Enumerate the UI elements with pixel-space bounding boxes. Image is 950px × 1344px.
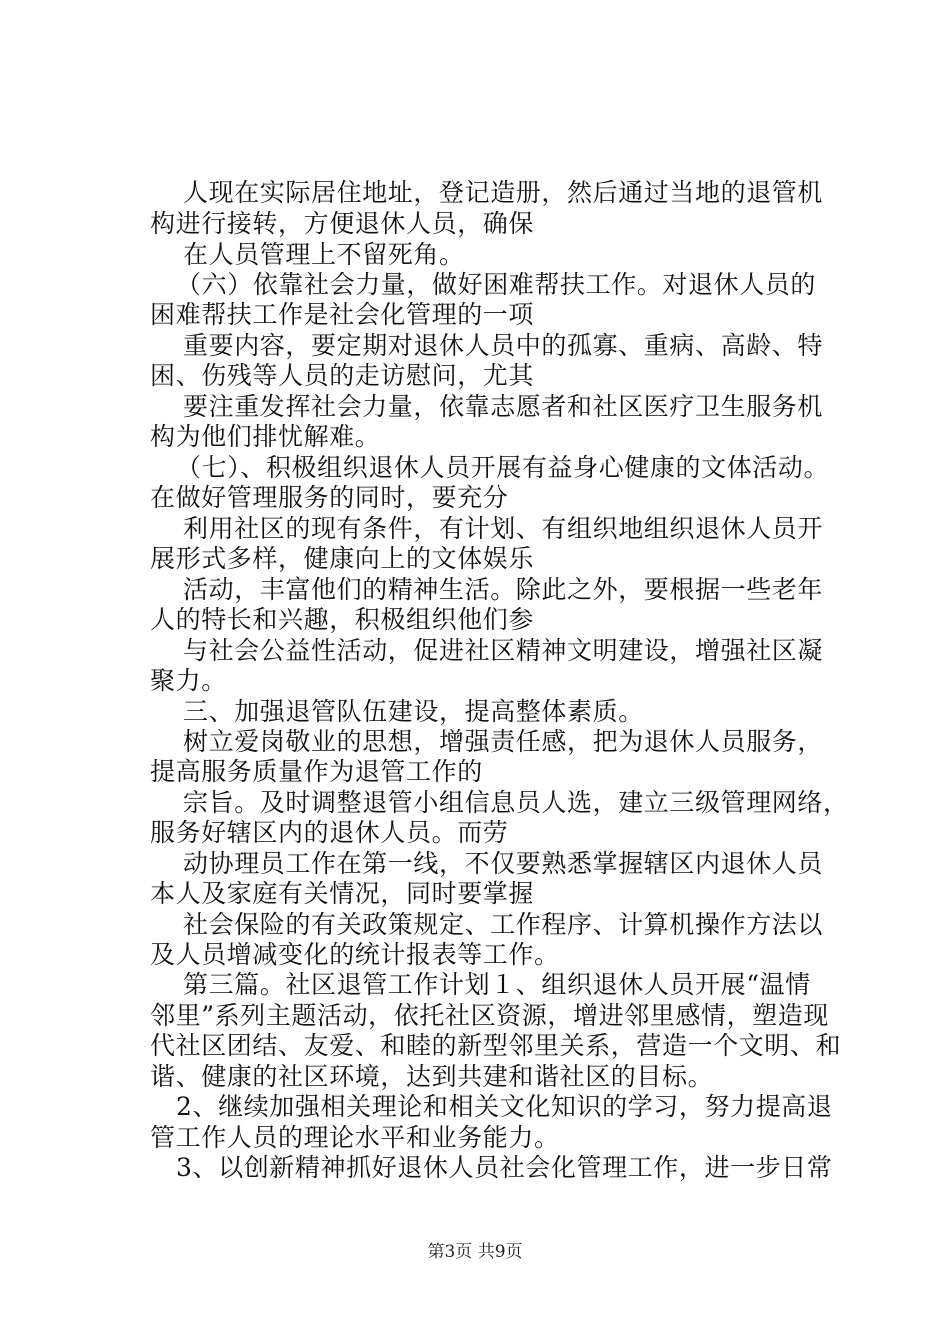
text-line: 提高服务质量作为退管工作的	[150, 757, 483, 786]
text-line: 与社会公益性活动，促进社区精神文明建设，增强社区凝	[183, 636, 824, 665]
text-line: 宗旨。及时调整退管小组信息员人选，建立三级管理网络，	[183, 788, 849, 817]
text-line: 第三篇。社区退管工作计划１、组织退休人员开展“温情	[183, 970, 811, 999]
text-line: 要注重发挥社会力量，依靠志愿者和社区医疗卫生服务机	[183, 392, 824, 421]
text-line: 本人及家庭有关情况，同时要掌握	[150, 879, 535, 908]
text-line: 邻里”系列主题活动，依托社区资源，增进邻里感情，塑造现	[150, 1001, 829, 1030]
text-line: 三、加强退管队伍建设，提高整体素质。	[183, 697, 644, 726]
text-line: 构进行接转，方便退休人员，确保	[150, 209, 535, 238]
text-line: 2、继续加强相关理论和相关文化知识的学习，努力提高退	[176, 1092, 833, 1121]
text-line: 活动，丰富他们的精神生活。除此之外，要根据一些老年	[183, 575, 824, 604]
text-line: 聚力。	[150, 666, 227, 695]
text-line: 人的特长和兴趣，积极组织他们参	[150, 605, 535, 634]
text-line: 及人员增减变化的统计报表等工作。	[150, 940, 560, 969]
text-line: 服务好辖区内的退休人员。而劳	[150, 818, 509, 847]
text-line: 谐、健康的社区环境，达到共建和谐社区的目标。	[150, 1062, 714, 1091]
text-line: 管工作人员的理论水平和业务能力。	[150, 1123, 560, 1152]
text-line: 重要内容，要定期对退休人员中的孤寡、重病、高龄、特	[183, 331, 824, 360]
page-footer: 第3页 共9页	[427, 1242, 523, 1262]
text-line: 社会保险的有关政策规定、工作程序、计算机操作方法以	[183, 910, 824, 939]
text-line: 动协理员工作在第一线，不仅要熟悉掌握辖区内退休人员	[183, 849, 824, 878]
text-line: 困难帮扶工作是社会化管理的一项	[150, 300, 535, 329]
text-line: 利用社区的现有条件，有计划、有组织地组织退休人员开	[183, 514, 824, 543]
text-line: 3、以创新精神抓好退休人员社会化管理工作，进一步日常	[176, 1153, 833, 1182]
text-line: 困、伤残等人员的走访慰问，尤其	[150, 361, 535, 390]
text-line: 人现在实际居住地址，登记造册，然后通过当地的退管机	[183, 178, 824, 207]
text-line: （七）、积极组织退休人员开展有益身心健康的文体活动。	[176, 453, 830, 482]
text-line: 在人员管理上不留死角。	[183, 240, 465, 269]
text-line: 构为他们排忧解难。	[150, 422, 381, 451]
text-line: 树立爱岗敬业的思想，增强责任感，把为退休人员服务，	[183, 727, 824, 756]
text-line: 展形式多样，健康向上的文体娱乐	[150, 544, 535, 573]
text-line: 代社区团结、友爱、和睦的新型邻里关系，营造一个文明、和	[150, 1031, 842, 1060]
text-line: 在做好管理服务的同时，要充分	[150, 483, 509, 512]
text-line: （六）依靠社会力量，做好困难帮扶工作。对退休人员的	[176, 270, 817, 299]
